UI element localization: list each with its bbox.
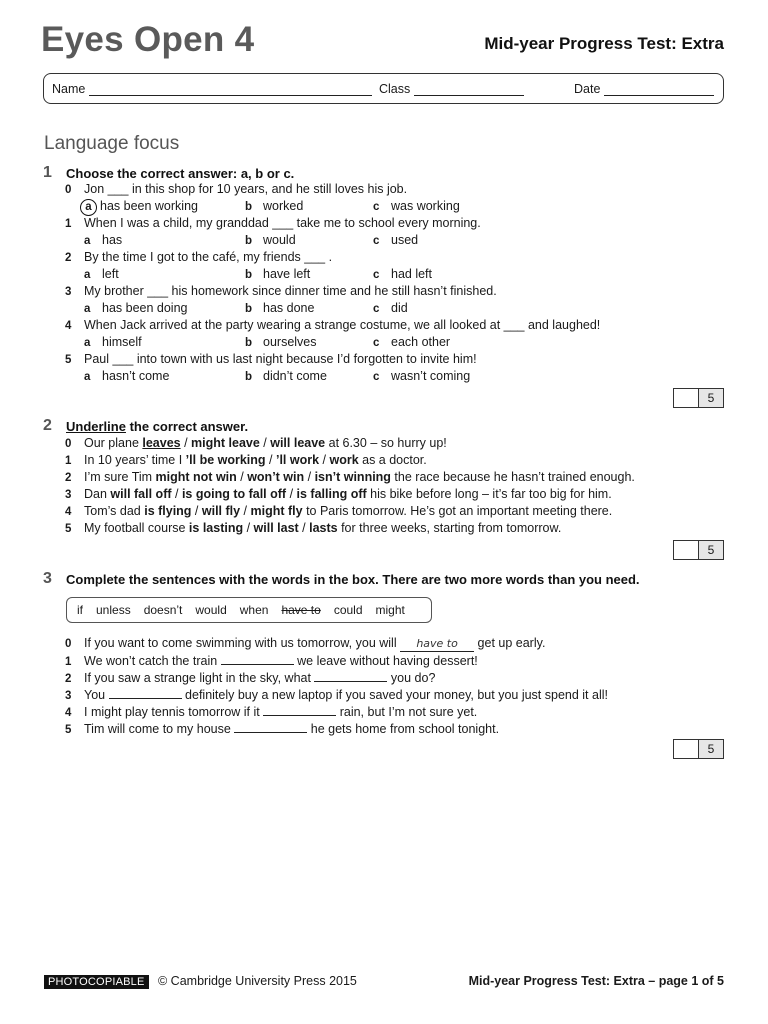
option-letter: c [373,235,380,247]
exercise-3-score-box [673,739,724,759]
choice-separator: / [286,487,297,501]
choice-separator: / [240,504,251,518]
choice-2[interactable]: might leave [191,436,260,450]
option-text: was working [391,199,460,213]
answer-gap[interactable] [263,704,336,716]
class-label: Class [379,82,411,96]
sentence-number: 5 [65,523,72,535]
choice-3[interactable]: might fly [250,504,303,518]
question-row [65,182,407,198]
name-label: Name [52,82,86,96]
option-text: did [391,301,408,315]
answer-gap[interactable] [314,670,387,682]
option-a[interactable] [84,301,188,315]
option-text: didn’t come [263,369,327,383]
sentence-row [65,504,612,520]
word-box-item: unless [96,603,131,617]
sentence-number: 5 [65,724,72,736]
gap-fill-row [65,653,478,670]
option-text: would [263,233,296,247]
option-text: himself [102,335,142,349]
option-text: had left [391,267,433,281]
option-text: has been doing [102,301,188,315]
sentence-start: Tim will come to my house [84,722,235,736]
choice-separator: / [259,436,271,450]
sentence-end: you do? [387,671,436,685]
choice-separator: / [180,436,192,450]
option-a[interactable] [84,369,169,383]
gap-fill-row [65,636,545,652]
option-letter: c [373,371,380,383]
name-line [89,83,372,96]
option-text: left [102,267,119,281]
question-text: By the time I got to the café, my friends ___ . [84,250,333,264]
choice-separator: / [191,504,202,518]
sentence-end: rain, but I’m not sure yet. [336,705,478,719]
choice-1[interactable]: might not win [155,470,237,484]
sentence-number: 4 [65,506,72,518]
sentence-number: 0 [65,638,72,650]
word-box-item: might [375,603,405,617]
choice-separator: / [298,521,310,535]
choice-3[interactable]: isn’t winning [314,470,391,484]
word-box [66,597,432,623]
option-text: worked [263,199,304,213]
choice-separator: / [236,470,248,484]
option-letter: a [84,337,91,349]
question-text: When I was a child, my granddad ___ take me to school every morning. [84,216,481,230]
word-box-item: have to [281,603,321,617]
sentence-number: 3 [65,489,72,501]
sentence-number: 3 [65,690,72,702]
sentence-number: 2 [65,472,72,484]
page-footer: Mid-year Progress Test: Extra – page 1 of 5 [468,974,724,988]
sentence-start: Dan [84,487,111,501]
choice-2[interactable]: will last [253,521,299,535]
gap-fill-row [65,670,435,687]
option-letter: b [245,201,253,213]
photocopiable-badge: PHOTOCOPIABLE [44,975,149,989]
question-text: Paul ___ into town with us last night because I’d forgotten to invite him! [84,352,477,366]
option-text: wasn’t coming [391,369,471,383]
sentence-end: at 6.30 – so hurry up! [325,436,447,450]
date-field[interactable] [574,82,714,96]
choice-2[interactable]: will fly [201,504,241,518]
options-row [84,267,584,282]
option-c[interactable] [373,233,418,247]
choice-3[interactable]: will leave [270,436,326,450]
options-row [84,301,584,316]
sentence-start: You [84,688,109,702]
options-row [84,369,584,384]
sentence-end: get up early. [474,636,546,650]
choice-separator: / [319,453,330,467]
sentence-start: Tom’s dad [84,504,145,518]
class-field[interactable] [379,82,524,96]
option-c[interactable] [373,369,470,383]
instruction-rest: the correct answer. [125,419,249,434]
gap-fill-row [65,721,499,738]
option-c[interactable] [373,335,450,349]
options-row [84,233,584,248]
sentence-number: 0 [65,438,72,450]
option-text: has [102,233,123,247]
exercise-2-score-box [673,540,724,560]
sentence-end: as a doctor. [358,453,427,467]
option-letter: c [373,269,380,281]
option-c[interactable] [373,267,432,281]
exercise-1-number: 1 [43,164,52,181]
choice-1[interactable]: is lasting [188,521,244,535]
sentence-start: Our plane [84,436,143,450]
sentence-row [65,470,635,486]
student-info-box [43,73,724,104]
sentence-start: If you saw a strange light in the sky, what [84,671,315,685]
option-b[interactable] [245,267,310,281]
sentence-row [65,436,447,452]
word-box-item: would [195,603,227,617]
sentence-number: 1 [65,656,72,668]
sentence-row [65,453,427,469]
choice-separator: / [265,453,276,467]
choice-separator: / [304,470,315,484]
sentence-end: his bike before long – it’s far too big for him. [366,487,612,501]
option-letter: c [373,337,380,349]
exercise-3-instruction: Complete the sentences with the words in the box. There are two more words than you need. [66,572,640,587]
sentence-start: My football course [84,521,189,535]
question-row [65,250,332,266]
question-number: 1 [65,218,72,230]
option-b[interactable] [245,233,296,247]
option-letter: b [245,235,253,247]
choice-2[interactable]: won’t win [247,470,305,484]
option-b[interactable] [245,199,303,213]
choice-1[interactable]: will fall off [110,487,172,501]
score-max: 5 [699,541,723,559]
choice-2[interactable]: is going to fall off [181,487,287,501]
options-row [84,335,584,350]
class-line [414,83,524,96]
question-text: My brother ___ his homework since dinner time and he still hasn’t finished. [84,284,497,298]
exercise-2-instruction [66,419,248,434]
sentence-start: In 10 years’ time I [84,453,186,467]
test-title: Mid-year Progress Test: Extra [484,34,724,53]
option-c[interactable] [373,301,408,315]
option-letter: c [373,303,380,315]
question-row [65,318,600,334]
choice-1[interactable]: is flying [144,504,192,518]
option-b[interactable] [245,301,314,315]
option-letter: a [84,235,91,247]
option-text: has done [263,301,315,315]
choice-3[interactable]: is falling off [296,487,367,501]
option-letter: a [84,269,91,281]
sentence-end: to Paris tomorrow. He’s got an important meeting there. [302,504,613,518]
score-blank[interactable] [674,541,699,559]
option-a[interactable] [84,233,122,247]
question-row [65,352,477,368]
option-letter: c [373,201,380,213]
option-letter: b [245,303,253,315]
option-text: hasn’t come [102,369,170,383]
word-box-item: when [239,603,269,617]
exercise-1-instruction: Choose the correct answer: a, b or c. [66,166,295,181]
score-max: 5 [699,740,723,758]
option-letter: b [245,337,253,349]
question-row [65,216,481,232]
option-a[interactable] [84,199,198,216]
exercise-3-number: 3 [43,570,52,587]
answer-gap[interactable] [109,687,182,699]
score-blank[interactable] [674,389,699,407]
question-number: 2 [65,252,72,264]
sentence-number: 4 [65,707,72,719]
choice-2[interactable]: ’ll work [275,453,320,467]
choice-separator: / [243,521,254,535]
option-b[interactable] [245,369,327,383]
section-heading: Language focus [44,133,180,154]
word-box-item: if [77,603,83,617]
option-text: each other [391,335,451,349]
option-letter: b [245,371,253,383]
sentence-end: we leave without having dessert! [293,654,478,668]
option-text: ourselves [263,335,317,349]
sentence-row [65,521,561,537]
copyright-text: © Cambridge University Press 2015 [158,974,357,988]
option-a[interactable] [84,267,119,281]
exercise-2-number: 2 [43,417,52,434]
exercise-1-score-box [673,388,724,408]
question-number: 5 [65,354,72,366]
answer-gap[interactable] [234,721,307,733]
sentence-end: he gets home from school tonight. [307,722,500,736]
example-answer: have to [400,636,474,652]
question-number: 3 [65,286,72,298]
option-text: have left [263,267,311,281]
score-max: 5 [699,389,723,407]
choice-separator: / [171,487,182,501]
option-b[interactable] [245,335,317,349]
options-row [84,199,584,214]
question-number: 0 [65,184,72,196]
question-text: Jon ___ in this shop for 10 years, and he still loves his job. [84,182,408,196]
gap-fill-row [65,704,477,721]
option-letter: a [84,371,91,383]
option-letter: b [245,269,253,281]
sentence-start: We won’t catch the train [84,654,221,668]
word-box-item: doesn’t [143,603,183,617]
date-label: Date [574,82,601,96]
sentence-number: 1 [65,455,72,467]
score-blank[interactable] [674,740,699,758]
sentence-end: the race because he hasn’t trained enough. [390,470,635,484]
question-text: When Jack arrived at the party wearing a strange costume, we all looked at ___ and laughed! [84,318,601,332]
option-c[interactable] [373,199,460,213]
choice-3[interactable]: work [329,453,359,467]
sentence-row [65,487,612,503]
choice-1[interactable]: leaves [142,436,181,450]
sentence-end: definitely buy a new laptop if you saved your money, but you just spend it all! [181,688,608,702]
option-letter: a [84,303,91,315]
sentence-end: for three weeks, starting from tomorrow. [337,521,562,535]
brand-title: Eyes Open 4 [41,20,255,59]
sentence-number: 2 [65,673,72,685]
question-row [65,284,497,300]
choice-1[interactable]: ’ll be working [185,453,266,467]
answer-gap[interactable] [221,653,294,665]
option-text: used [391,233,419,247]
option-a[interactable] [84,335,142,349]
gap-fill-row [65,687,608,704]
sentence-start: I’m sure Tim [84,470,156,484]
question-number: 4 [65,320,72,332]
date-line [604,83,714,96]
option-text: has been working [100,199,198,213]
word-box-item: could [333,603,363,617]
sentence-start: I might play tennis tomorrow if it [84,705,264,719]
sentence-start: If you want to come swimming with us tomorrow, you will [84,636,401,650]
name-field[interactable] [52,82,372,96]
choice-3[interactable]: lasts [309,521,338,535]
instruction-underline-word: Underline [66,419,126,434]
circled-option-letter: a [80,199,97,216]
